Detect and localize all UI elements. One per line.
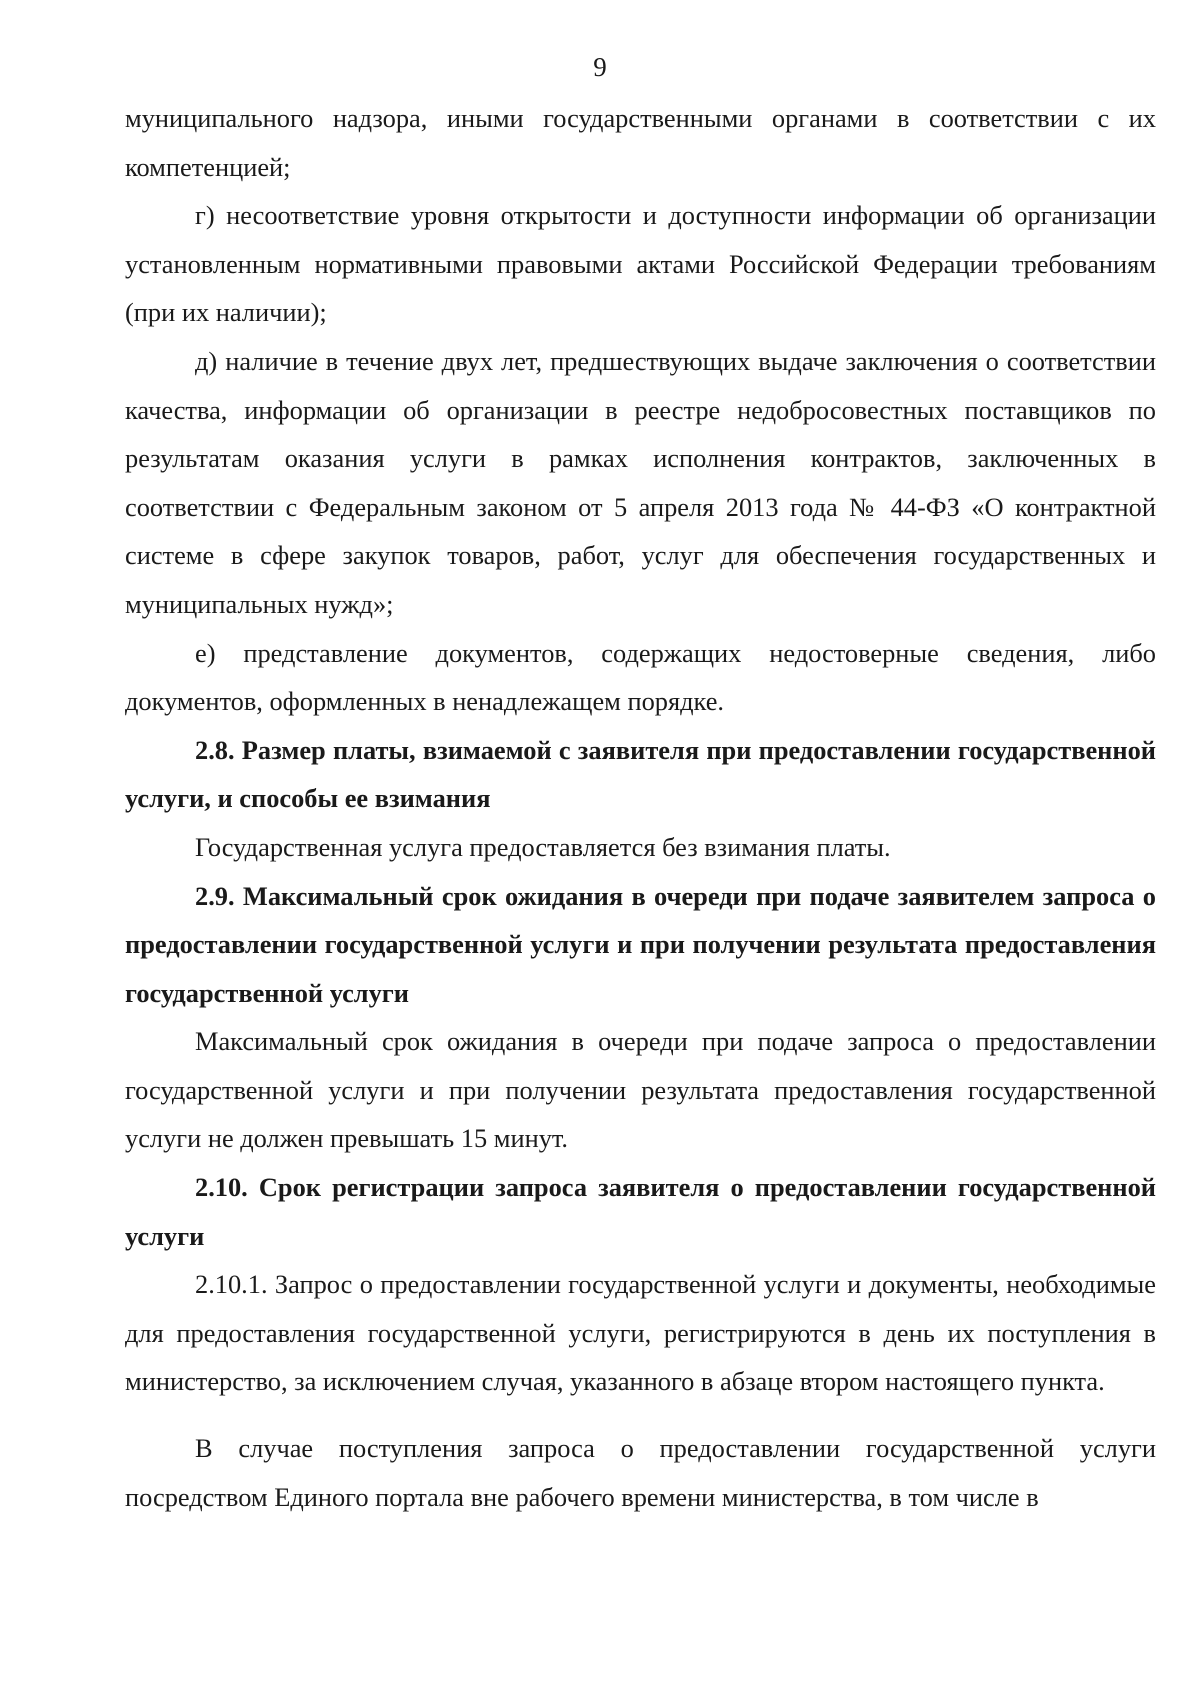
list-item-e: е) представление документов, содержащих недостоверные сведения, либо документов, оформленных в ненадлежащем порядке. bbox=[125, 637, 1156, 717]
page-number: 9 bbox=[593, 52, 607, 82]
document-body bbox=[125, 94, 1156, 1521]
section-heading-2-8: 2.8. Размер платы, взимаемой с заявителя при предоставлении государственной услуги, и способы ее взимания bbox=[125, 734, 1156, 814]
section-2-8-body: Государственная услуга предоставляется без взимания платы. bbox=[195, 831, 891, 862]
section-heading-2-9: 2.9. Максимальный срок ожидания в очереди при подаче заявителем запроса о предоставлении государственной услуги и при получении результата предоставления государственной услуги bbox=[125, 880, 1156, 1008]
section-heading-2-10: 2.10. Срок регистрации запроса заявителя о предоставлении государственной услуги bbox=[125, 1172, 1156, 1251]
list-item-d: д) наличие в течение двух лет, предшествующих выдаче заключения о соответствии качества, информации об организации в реестре недобросовестных поставщиков по результатам оказания услуги в рамках исполнения контрактов, заключенных в соответствии с Федеральным законом от 5 апреля 2013 года № 44-ФЗ «О контрактной системе в сфере закупок товаров, работ, услуг для обеспечения государственных и муниципальных нужд»; bbox=[125, 345, 1156, 619]
list-item-g: г) несоответствие уровня открытости и доступности информации об организации установленным нормативными правовыми актами Российской Федерации требованиям (при их наличии); bbox=[125, 200, 1156, 328]
section-2-10-body-continued: В случае поступления запроса о предоставлении государственной услуги посредством Единого портала вне рабочего времени министерства, в том числе в bbox=[125, 1433, 1156, 1512]
paragraph-continuation: муниципального надзора, иными государственными органами в соответствии с их компетенцией; bbox=[125, 103, 1156, 182]
section-2-9-body: Максимальный срок ожидания в очереди при подаче запроса о предоставлении государственной услуги и при получении результата предоставления государственной услуги не должен превышать 15 минут. bbox=[125, 1026, 1156, 1154]
section-2-10-1-body: 2.10.1. Запрос о предоставлении государственной услуги и документы, необходимые для предоставления государственной услуги, регистрируются в день их поступления в министерство, за исключением случая, указанного в абзаце втором настоящего пункта. bbox=[125, 1269, 1156, 1397]
